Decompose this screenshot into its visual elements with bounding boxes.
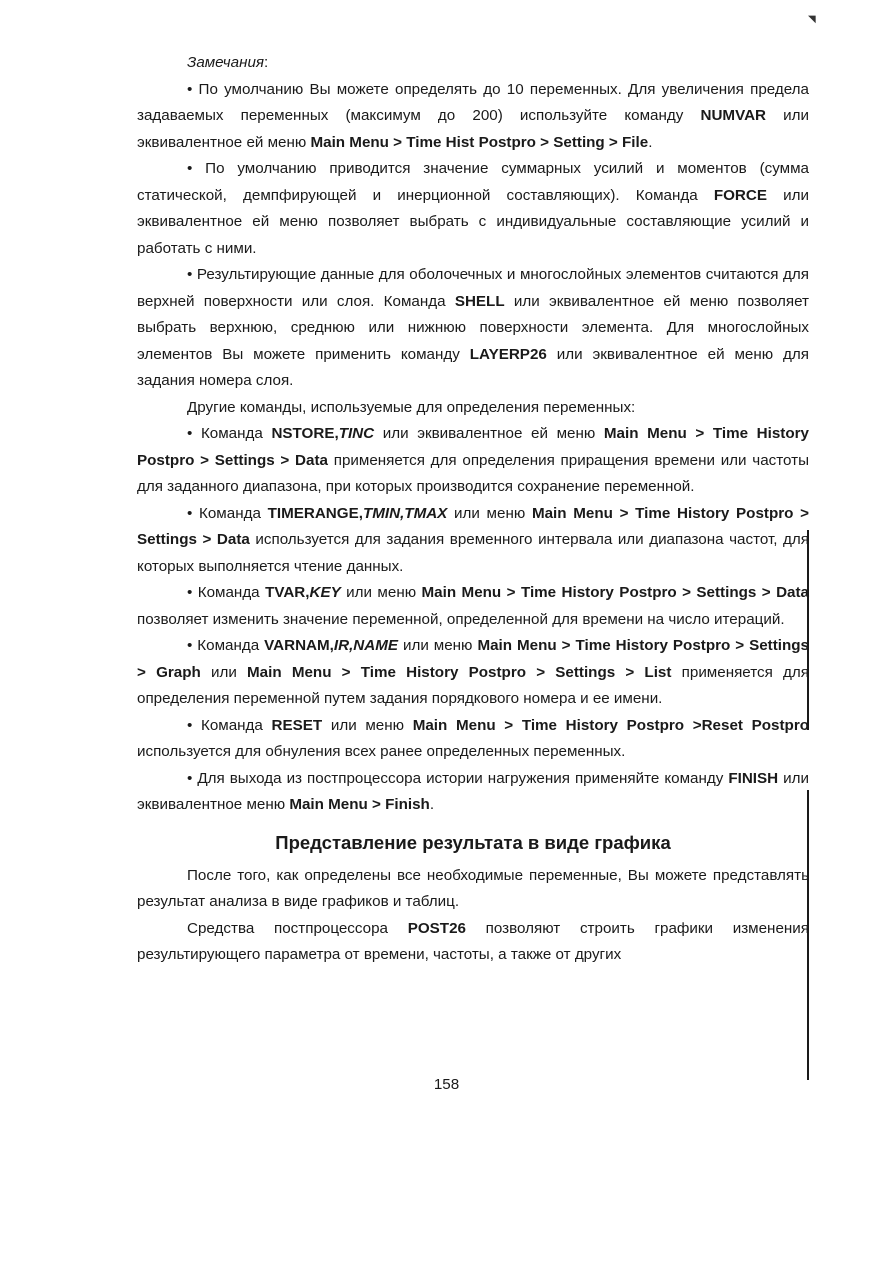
command-reset: • Команда RESET или меню Main Menu > Time History Postpro >Reset Postpro используется для обнуления всех ранее определенных переменных. [137, 716, 810, 760]
command-varnam: • Команда VARNAM,IR,NAME или меню Main Menu > Time History Postpro > Settings > Graph или Main Menu > Time History Postpro > Settings > List применяется для определения переменной путем задания порядкового номера и ее имени. [137, 637, 810, 707]
section-paragraph-2: Средства постпроцессора POST26 позволяют строить графики изменения результирующего параметра от времени, частоты, а также от других [137, 919, 809, 963]
command-timerange: • Команда TIMERANGE,TMIN,TMAX или меню Main Menu > Time History Postpro > Settings > Data используется для задания временного интервала или диапазона частот, для которых выполняется чтение данных. [137, 504, 809, 575]
remarks-title: Замечания: [187, 54, 269, 71]
bullet-shell: • Результирующие данные для оболочечных и многослойных элементов считаются для верхней поверхности или слоя. Команда SHELL или эквивалентное ей меню позволяет выбрать верхнюю, среднюю или нижнюю поверхности элемента. Для многослойных элементов Вы можете применить команду LAYERP26 или эквивалентное ей меню для задания номера слоя. [137, 266, 810, 389]
bullet-force: • По умолчанию приводится значение суммарных усилий и моментов (сумма статической, демпфирующей и инерционной составляющих). Команда FORCE или эквивалентное ей меню позволяет выбрать с индивидуальные составляющие усилий и работать с ними. [137, 160, 809, 257]
command-tvar: • Команда TVAR,KEY или меню Main Menu > Time History Postpro > Settings > Data позволяет изменить значение переменной, определенной для времени на число итераций. [137, 584, 809, 628]
command-nstore: • Команда NSTORE,TINC или эквивалентное ей меню Main Menu > Time History Postpro > Settings > Data применяется для определения приращения времени или частоты для заданного диапазона, при которых производится сохранение переменной. [137, 425, 810, 495]
other-commands-intro: Другие команды, используемые для определения переменных: [187, 398, 636, 416]
bullet-numvar: • По умолчанию Вы можете определять до 10 переменных. Для увеличения предела задаваемых переменных (максимум до 200) используйте команду NUMVAR или эквивалентное ей меню Main Menu > Time Hist Postpro > Setting > File. [137, 80, 809, 151]
command-finish: • Для выхода из постпроцессора истории нагружения применяйте команду FINISH или эквивалентное меню Main Menu > Finish. [137, 769, 809, 813]
scan-mark: ◥ [808, 14, 816, 25]
section-heading: Представление результата в виде графика [275, 831, 671, 853]
page-number: 158 [433, 1076, 460, 1093]
page-body [137, 50, 809, 969]
section-paragraph-1: После того, как определены все необходимые переменные, Вы можете представлять результат анализа в виде графиков и таблиц. [137, 866, 809, 910]
